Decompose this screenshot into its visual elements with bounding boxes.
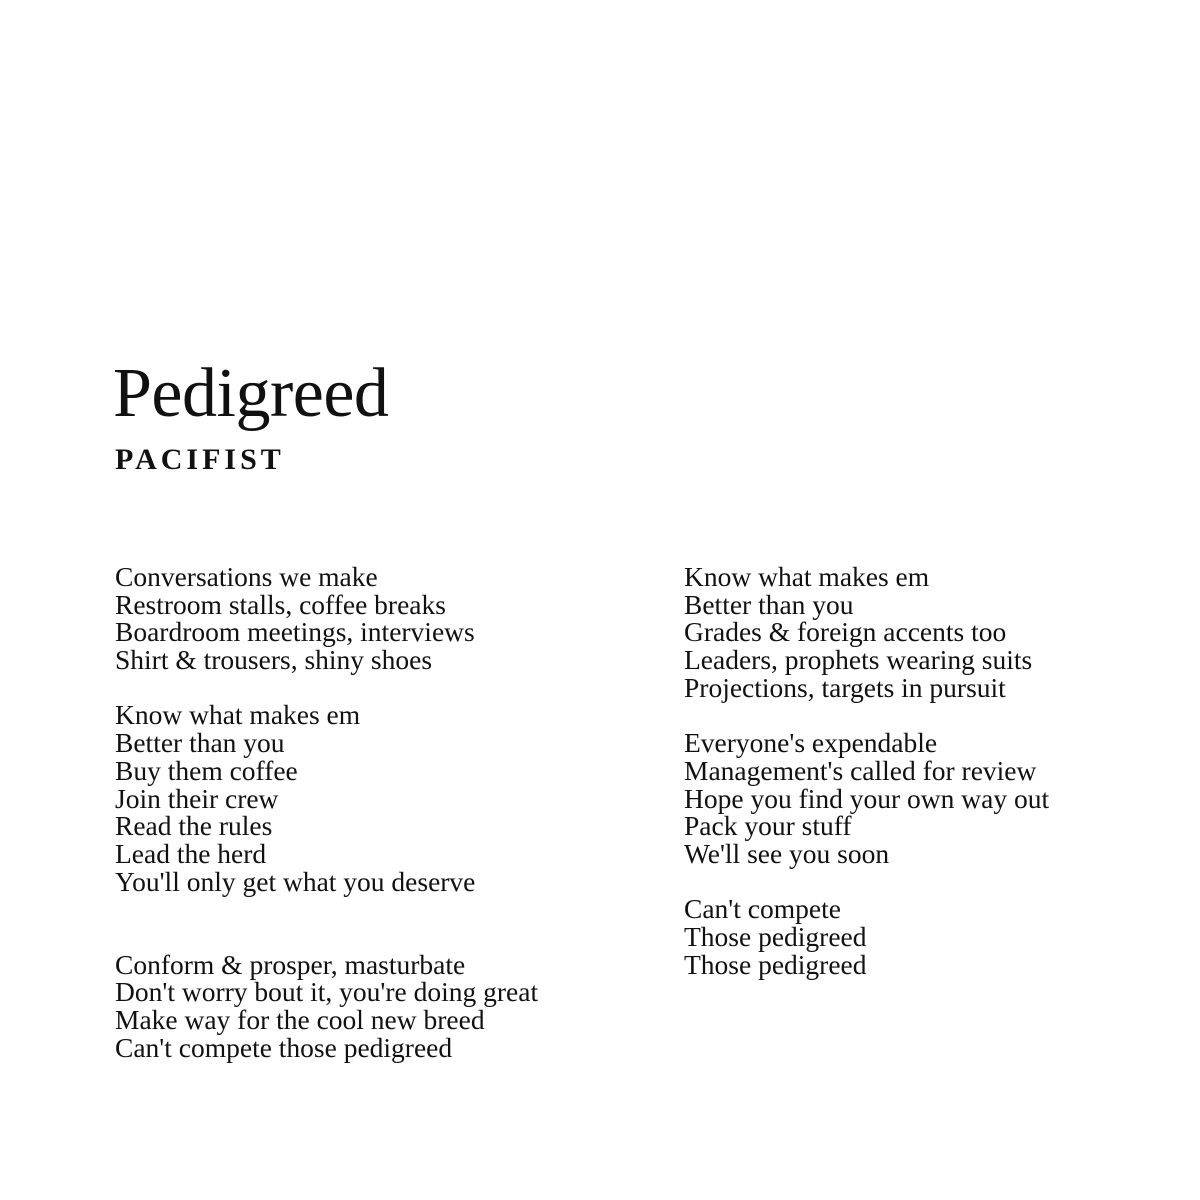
lyric-line: Grades & foreign accents too bbox=[684, 616, 1007, 648]
stanza bbox=[115, 948, 655, 1063]
lyric-line: Projections, targets in pursuit bbox=[684, 671, 1006, 703]
stanza bbox=[684, 729, 1144, 867]
lyric-line: Know what makes em bbox=[684, 561, 930, 592]
lyric-line: Those pedigreed bbox=[684, 920, 867, 952]
lyric-line: Can't compete bbox=[684, 893, 841, 925]
stanza bbox=[684, 563, 1144, 701]
lyrics-left-column bbox=[115, 563, 655, 1089]
lyric-line: Don't worry bout it, you're doing great bbox=[115, 976, 539, 1008]
lyric-line: Better than you bbox=[115, 727, 285, 759]
lyric-line: Better than you bbox=[684, 588, 854, 620]
lyric-line: Read the rules bbox=[115, 810, 273, 842]
stanza bbox=[115, 563, 655, 674]
lyric-line: Restroom stalls, coffee breaks bbox=[115, 588, 446, 620]
lyric-line: Conversations we make bbox=[115, 561, 378, 592]
lyric-line: You'll only get what you deserve bbox=[115, 865, 476, 897]
lyric-line: Join their crew bbox=[115, 782, 279, 814]
lyric-line: Conform & prosper, masturbate bbox=[115, 948, 466, 980]
lyric-line: Leaders, prophets wearing suits bbox=[684, 644, 1033, 676]
lyric-line: Boardroom meetings, interviews bbox=[115, 616, 475, 648]
lyric-line: Make way for the cool new breed bbox=[115, 1004, 485, 1036]
lyric-line: We'll see you soon bbox=[684, 837, 890, 869]
lyric-line: Shirt & trousers, shiny shoes bbox=[115, 644, 433, 676]
artist-name: PACIFIST bbox=[115, 443, 285, 476]
stanza bbox=[115, 701, 655, 895]
lyric-line: Pack your stuff bbox=[684, 810, 852, 842]
lyric-line: Lead the herd bbox=[115, 837, 267, 869]
lyrics-right-column bbox=[684, 563, 1144, 1006]
song-title: Pedigreed bbox=[113, 355, 389, 432]
lyric-line: Everyone's expendable bbox=[684, 727, 938, 759]
lyric-line: Hope you find your own way out bbox=[684, 782, 1050, 814]
stanza bbox=[684, 895, 1144, 978]
lyric-line: Those pedigreed bbox=[684, 948, 867, 980]
lyric-line: Know what makes em bbox=[115, 699, 361, 731]
lyric-line: Can't compete those pedigreed bbox=[115, 1031, 453, 1063]
lyric-line: Management's called for review bbox=[684, 754, 1037, 786]
lyric-line: Buy them coffee bbox=[115, 754, 298, 786]
